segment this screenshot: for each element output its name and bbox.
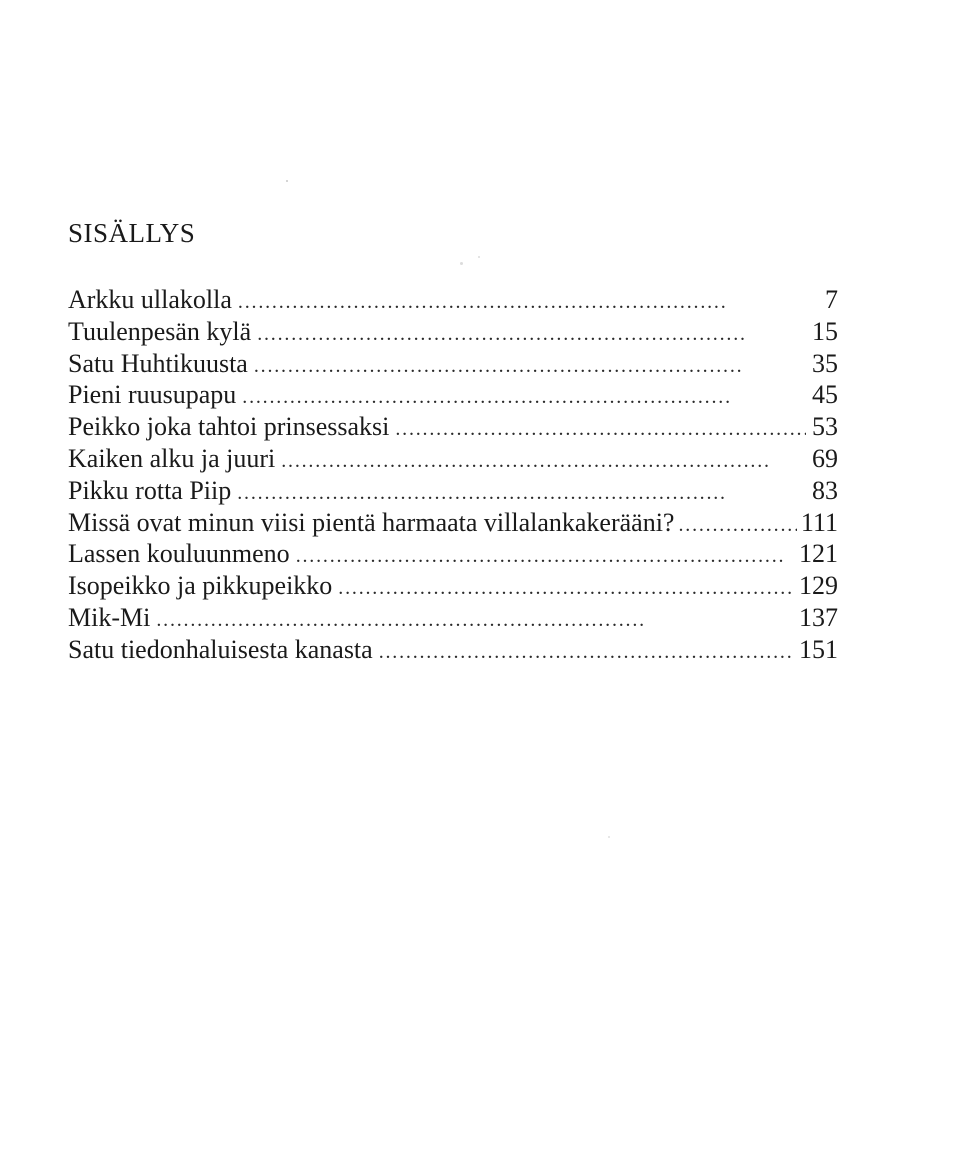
toc-entry-title: Kaiken alku ja juuri xyxy=(68,443,276,473)
toc-entry xyxy=(68,507,838,539)
toc-entry xyxy=(68,348,838,380)
toc-dot-leader xyxy=(238,287,812,319)
toc-entry-page: 15 xyxy=(812,316,838,346)
scan-speck xyxy=(286,180,288,182)
toc-dot-leader xyxy=(254,351,806,383)
toc-entry-page: 53 xyxy=(812,412,838,442)
toc-dot-leader xyxy=(257,319,806,351)
toc-dot-leader xyxy=(242,382,806,414)
toc-entry-title: Pikku rotta Piip xyxy=(68,475,232,505)
toc-dot-leader xyxy=(296,541,793,573)
toc-entry-title: Satu Huhtikuusta xyxy=(68,348,248,378)
toc-entry xyxy=(68,443,838,475)
toc-entry-title: Lassen kouluunmeno xyxy=(68,539,290,569)
toc-entry-page: 137 xyxy=(799,602,838,632)
toc-entry-title: Mik-Mi xyxy=(68,602,151,632)
toc-entry xyxy=(68,570,838,602)
toc-entry-page: 111 xyxy=(800,507,838,537)
scan-speck xyxy=(478,256,480,258)
toc-entry xyxy=(68,379,838,411)
toc-entry-page: 121 xyxy=(799,539,838,569)
toc-entry-page: 83 xyxy=(812,475,838,505)
toc-entry xyxy=(68,411,838,443)
toc-entry-page: 129 xyxy=(799,571,838,601)
toc-entry-title: Missä ovat minun viisi pientä harmaata villalankakerääni? xyxy=(68,507,675,537)
toc-entry xyxy=(68,475,838,507)
scan-speck xyxy=(460,262,463,265)
scan-speck xyxy=(608,836,610,838)
toc-entry-title: Isopeikko ja pikkupeikko xyxy=(68,571,333,601)
toc-entry-title: Tuulenpesän kylä xyxy=(68,316,252,346)
toc-entry-page: 151 xyxy=(799,634,838,664)
toc-dot-leader xyxy=(338,573,793,605)
toc-dot-leader xyxy=(237,478,806,510)
toc-entry xyxy=(68,634,838,666)
toc-entry xyxy=(68,316,838,348)
toc-entry-title: Satu tiedonhaluisesta kanasta xyxy=(68,634,373,664)
toc-entry-page: 69 xyxy=(812,443,838,473)
toc-entry xyxy=(68,284,838,316)
table-of-contents xyxy=(68,284,838,666)
toc-entry-page: 35 xyxy=(812,348,838,378)
toc-dot-leader xyxy=(281,446,806,478)
toc-entry-title: Pieni ruusupapu xyxy=(68,380,237,410)
toc-dot-leader xyxy=(156,605,793,637)
toc-entry xyxy=(68,538,838,570)
toc-entry-page: 45 xyxy=(812,380,838,410)
toc-entry xyxy=(68,602,838,634)
toc-dot-leader xyxy=(395,414,806,446)
toc-dot-leader xyxy=(379,637,793,669)
toc-entry-title: Peikko joka tahtoi prinsessaksi xyxy=(68,412,390,442)
toc-heading: SISÄLLYS xyxy=(68,218,196,248)
toc-entry-page: 7 xyxy=(825,285,838,314)
toc-entry-title: Arkku ullakolla xyxy=(68,285,232,314)
toc-dot-leader xyxy=(678,510,796,542)
